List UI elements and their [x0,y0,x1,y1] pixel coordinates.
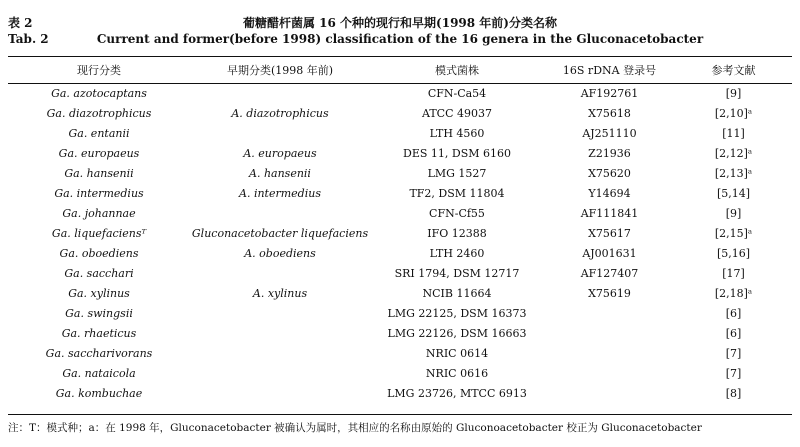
table-bottom-rule [8,414,792,415]
cell-reference: [2,12]ᵃ [714,146,753,160]
cell-former: A. xylinus [252,286,308,300]
cell-current: Ga. sacchari [64,266,134,280]
cell-former [190,263,370,283]
table-row [8,123,792,143]
cell-strain: CFN-Cf55 [429,206,485,220]
cell-strain: TF2, DSM 11804 [409,186,505,200]
cell-former: A. diazotrophicus [231,106,329,120]
header-references: 参考文献 [711,64,756,77]
table-footnote: 注：T：模式种；a：在 1998 年，Gluconacetobacter 被确认为属时，其相应的名称由原始的 Gluconoacetobacter 校正为 Gluconacetobacter [8,422,702,434]
table-title-en: Current and former(before 1998) classification of the 16 genera in the Gluconacetobacter [96,32,704,46]
table-row [8,103,792,123]
cell-current: Ga. nataicola [62,366,136,380]
table-row [8,143,792,163]
cell-current: Ga. oboediens [59,246,139,260]
cell-reference: [7] [725,366,742,380]
cell-strain: NRIC 0616 [425,366,489,380]
header-accession: 16S rDNA 登录号 [562,64,657,77]
table-row [8,243,792,263]
cell-reference: [17] [722,266,745,280]
cell-accession: Z21936 [588,146,631,160]
cell-strain: LMG 23726, MTCC 6913 [387,386,527,400]
cell-accession [544,343,675,363]
cell-strain: LMG 22126, DSM 16663 [387,326,527,340]
header-former-classification: 早期分类(1998 年前) [226,64,334,77]
table-header-row [8,57,792,83]
cell-reference: [5,16] [716,246,751,260]
cell-reference: [9] [725,86,742,100]
cell-strain: LMG 1527 [427,166,487,180]
cell-reference: [11] [722,126,745,140]
cell-current: Ga. saccharivorans [45,346,153,360]
table-row [8,323,792,343]
cell-strain: NCIB 11664 [422,286,492,300]
cell-reference: [8] [725,386,742,400]
cell-reference: [9] [725,206,742,220]
table-row [8,203,792,223]
cell-accession [544,383,675,403]
cell-strain: DES 11, DSM 6160 [403,146,511,160]
cell-accession: AF192761 [580,86,639,100]
cell-current: Ga. intermedius [54,186,144,200]
cell-former [190,343,370,363]
cell-strain: ATCC 49037 [421,106,492,120]
cell-reference: [7] [725,346,742,360]
cell-former [190,323,370,343]
cell-strain: LTH 4560 [429,126,485,140]
cell-accession: AF127407 [580,266,639,280]
cell-strain: SRI 1794, DSM 12717 [394,266,520,280]
cell-reference: [2,15]ᵃ [714,226,753,240]
table-caption-cn [8,14,792,30]
cell-accession: X75618 [588,106,631,120]
cell-current: Ga. hansenii [64,166,134,180]
table-title-cn: 葡糖醋杆菌属 16 个种的现行和早期(1998 年前)分类名称 [243,16,557,30]
cell-current: Ga. liquefaciensᵀ [51,226,147,240]
cell-accession [544,323,675,343]
table-row [8,223,792,243]
cell-former: A. europaeus [243,146,317,160]
cell-current: Ga. swingsii [65,306,133,320]
cell-former [190,303,370,323]
cell-current: Ga. johannae [62,206,136,220]
cell-reference: [2,10]ᵃ [714,106,753,120]
cell-current: Ga. rhaeticus [61,326,137,340]
cell-strain: LMG 22125, DSM 16373 [387,306,527,320]
cell-accession [544,303,675,323]
cell-former [190,203,370,223]
cell-strain: LTH 2460 [429,246,485,260]
cell-accession: X75620 [588,166,631,180]
table-row [8,303,792,323]
table-row [8,363,792,383]
cell-current: Ga. diazotrophicus [46,106,152,120]
cell-current: Ga. kombuchae [55,386,143,400]
cell-former [190,123,370,143]
table-row [8,343,792,363]
cell-reference: [2,18]ᵃ [714,286,753,300]
cell-accession: Y14694 [588,186,631,200]
cell-current: Ga. xylinus [68,286,130,300]
cell-accession: AJ001631 [582,246,637,260]
cell-former: A. hansenii [249,166,311,180]
cell-strain: NRIC 0614 [425,346,489,360]
table-label-cn: 表 2 [8,16,33,30]
cell-current: Ga. azotocaptans [51,86,147,100]
table-row [8,163,792,183]
cell-reference: [6] [725,326,742,340]
cell-accession: X75619 [588,286,631,300]
cell-accession: AJ251110 [582,126,637,140]
cell-former: Gluconacetobacter liquefaciens [191,226,369,240]
table-row [8,83,792,103]
cell-reference: [5,14] [716,186,751,200]
table-row [8,283,792,303]
cell-current: Ga. entanii [68,126,130,140]
header-current-classification: 现行分类 [77,64,121,77]
table-row [8,183,792,203]
table-row [8,263,792,283]
cell-reference: [2,13]ᵃ [714,166,753,180]
cell-current: Ga. europaeus [58,146,140,160]
cell-accession [544,363,675,383]
header-type-strain: 模式菌株 [435,64,479,77]
classification-table [8,57,792,403]
cell-former [190,83,370,103]
cell-former: A. oboediens [244,246,316,260]
table-label-en: Tab. 2 [8,32,49,46]
cell-strain: CFN-Ca54 [427,86,487,100]
cell-former [190,363,370,383]
cell-accession: AF111841 [580,206,639,220]
table-caption-en [8,32,792,48]
cell-accession: X75617 [588,226,631,240]
cell-former: A. intermedius [239,186,321,200]
cell-former [190,383,370,403]
cell-reference: [6] [725,306,742,320]
cell-strain: IFO 12388 [427,226,487,240]
table-row [8,383,792,403]
